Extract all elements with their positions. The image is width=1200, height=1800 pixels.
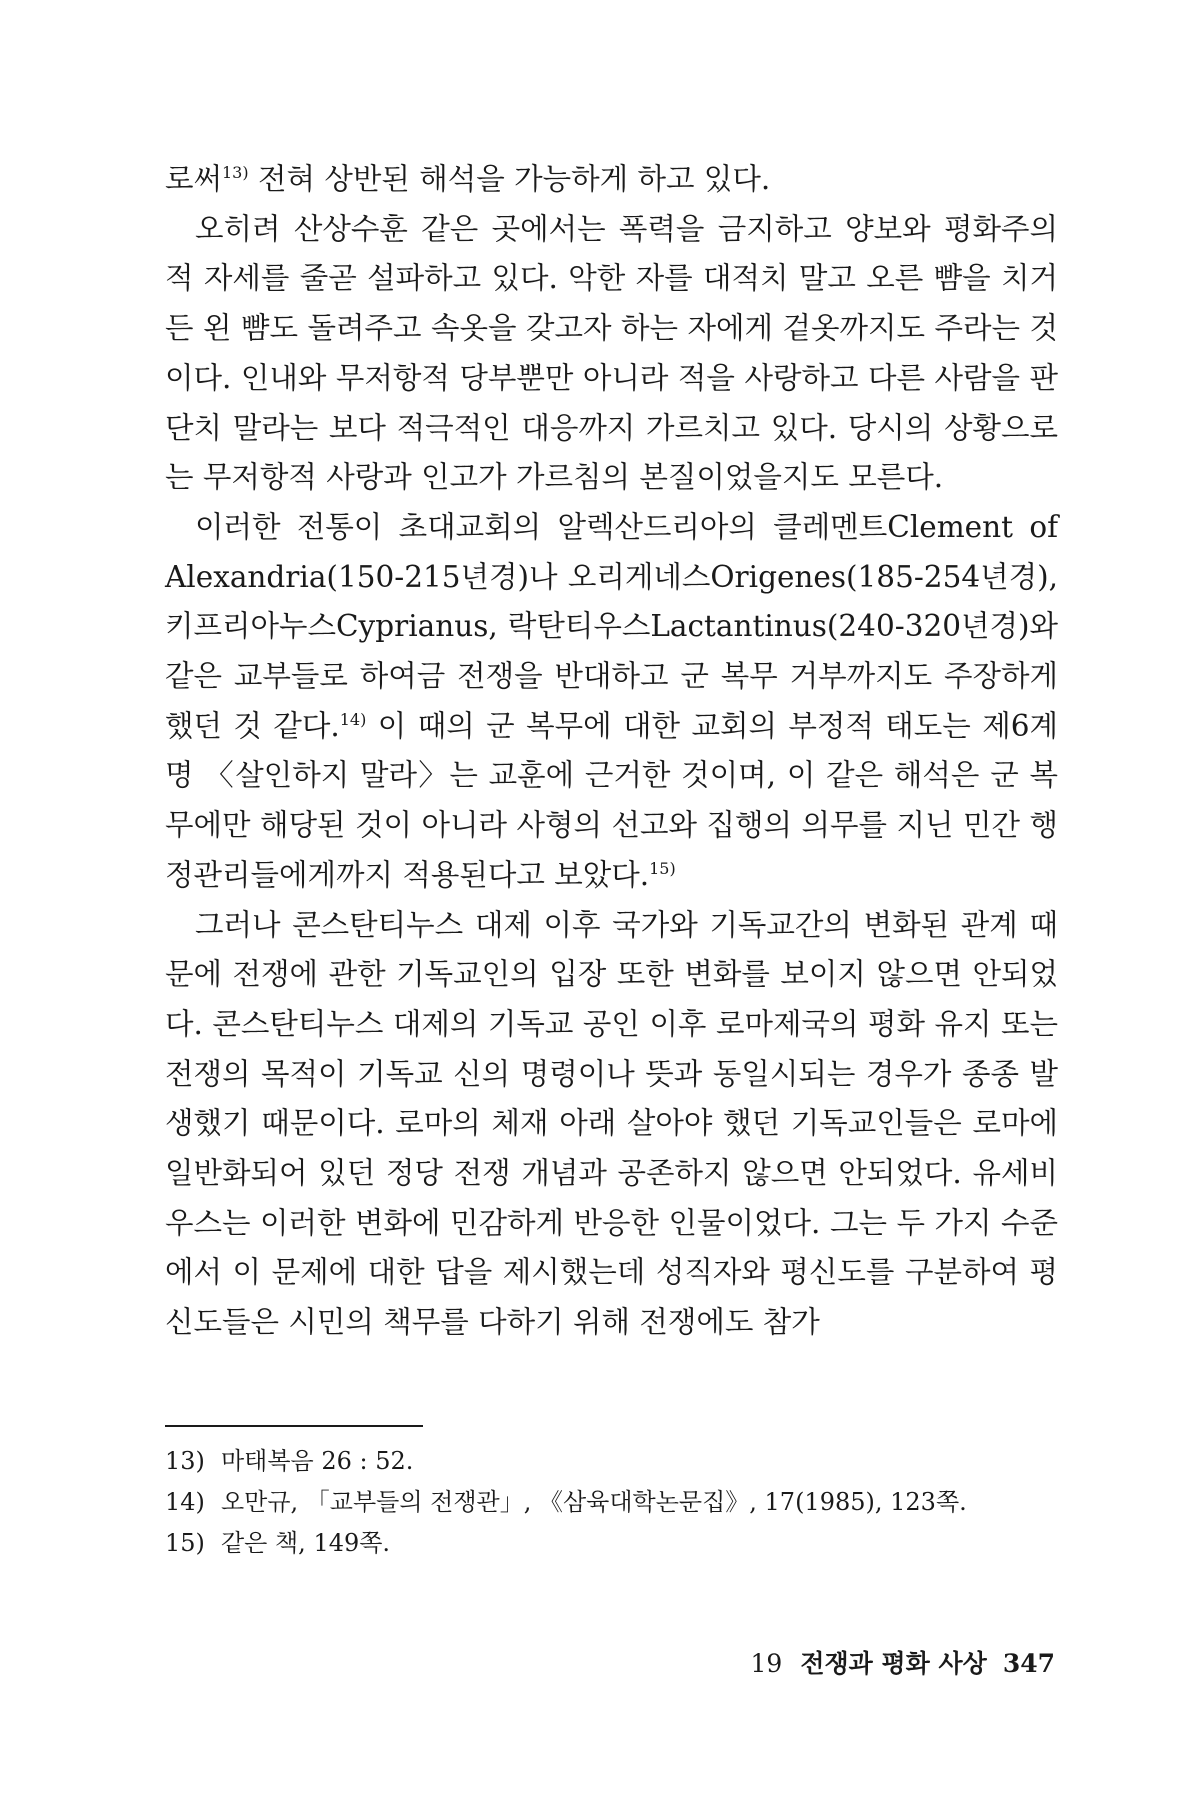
paragraph-2	[165, 205, 1058, 503]
footnote-ref-15[interactable]: 15)	[649, 859, 676, 879]
chapter-number: 19	[750, 1649, 783, 1678]
footnote-text: 오만규, 「교부들의 전쟁관」, 《삼육대학논문집》, 17(1985), 123쪽.	[221, 1488, 967, 1516]
paragraph-text: 이 때의 군 복무에 대한 교회의 부정적 태도는 제6계명 〈살인하지 말라〉는 교훈에 근거한 것이며, 이 같은 해석은 군 복무에만 해당된 것이 아니라 사형의 선고와 집행의 의무를 지닌 민간 행정관리들에게까지 적용된다고 보았다.	[165, 708, 1058, 892]
footnote-ref-14[interactable]: 14)	[339, 709, 367, 729]
footnote-text: 같은 책, 149쪽.	[221, 1529, 391, 1557]
paragraph-text: 전혀 상반된 해석을 가능하게 하고 있다.	[248, 162, 771, 196]
footnote-number: 15)	[165, 1529, 205, 1557]
paragraph-text: 로써	[165, 162, 222, 196]
footnotes-list	[165, 1441, 1058, 1564]
footnote-ref-13[interactable]: 13)	[222, 163, 249, 183]
paragraph-text: 이러한 전통이 초대교회의 알렉산드리아의 클레멘트Clement of Alexandria(150-215년경)나 오리게네스Origenes(185-254년경), 키프리아누스Cyprianus, 락탄티우스Lactantinus(240-320년경)와 같은 교부들로 하여금 전쟁을 반대하고 군 복무 거부까지도 주장하게 했던 것 같다.	[165, 509, 1058, 743]
body-text	[165, 155, 1058, 1348]
chapter-title: 전쟁과 평화 사상	[800, 1649, 987, 1678]
running-footer	[751, 1644, 1055, 1680]
paragraph-1	[165, 155, 1058, 205]
paragraph-text: 오히려 산상수훈 같은 곳에서는 폭력을 금지하고 양보와 평화주의 적 자세를 줄곧 설파하고 있다. 악한 자를 대적치 말고 오른 뺨을 치거든 왼 뺨도 돌려주고 속옷을 갖고자 하는 자에게 겉옷까지도 주라는 것이다. 인내와 무저항적 당부뿐만 아니라 적을 사랑하고 다른 사람을 판단치 말라는 보다 적극적인 대응까지 가르치고 있다. 당시의 상황으로는 무저항적 사랑과 인고가 가르침의 본질이었을지도 모른다.	[165, 211, 1058, 495]
footnote-14	[165, 1482, 1058, 1523]
footnote-number: 13)	[165, 1447, 205, 1475]
footnote-number: 14)	[165, 1488, 205, 1516]
footnote-divider	[165, 1425, 423, 1427]
paragraph-4	[165, 901, 1058, 1348]
paragraph-text: 그러나 콘스탄티누스 대제 이후 국가와 기독교간의 변화된 관계 때문에 전쟁에 관한 기독교인의 입장 또한 변화를 보이지 않으면 안되었다. 콘스탄티누스 대제의 기독교 공인 이후 로마제국의 평화 유지 또는 전쟁의 목적이 기독교 신의 명령이나 뜻과 동일시되는 경우가 종종 발생했기 때문이다. 로마의 체재 아래 살아야 했던 기독교인들은 로마에 일반화되어 있던 정당 전쟁 개념과 공존하지 않으면 안되었다. 유세비우스는 이러한 변화에 민감하게 반응한 인물이었다. 그는 두 가지 수준에서 이 문제에 대한 답을 제시했는데 성직자와 평신도를 구분하여 평신도들은 시민의 책무를 다하기 위해 전쟁에도 참가	[165, 907, 1058, 1340]
footnote-text: 마태복음 26 : 52.	[221, 1447, 414, 1475]
paragraph-3	[165, 503, 1058, 901]
page-number: 347	[1002, 1649, 1055, 1678]
footnote-15	[165, 1523, 1058, 1564]
footnote-13	[165, 1441, 1058, 1482]
